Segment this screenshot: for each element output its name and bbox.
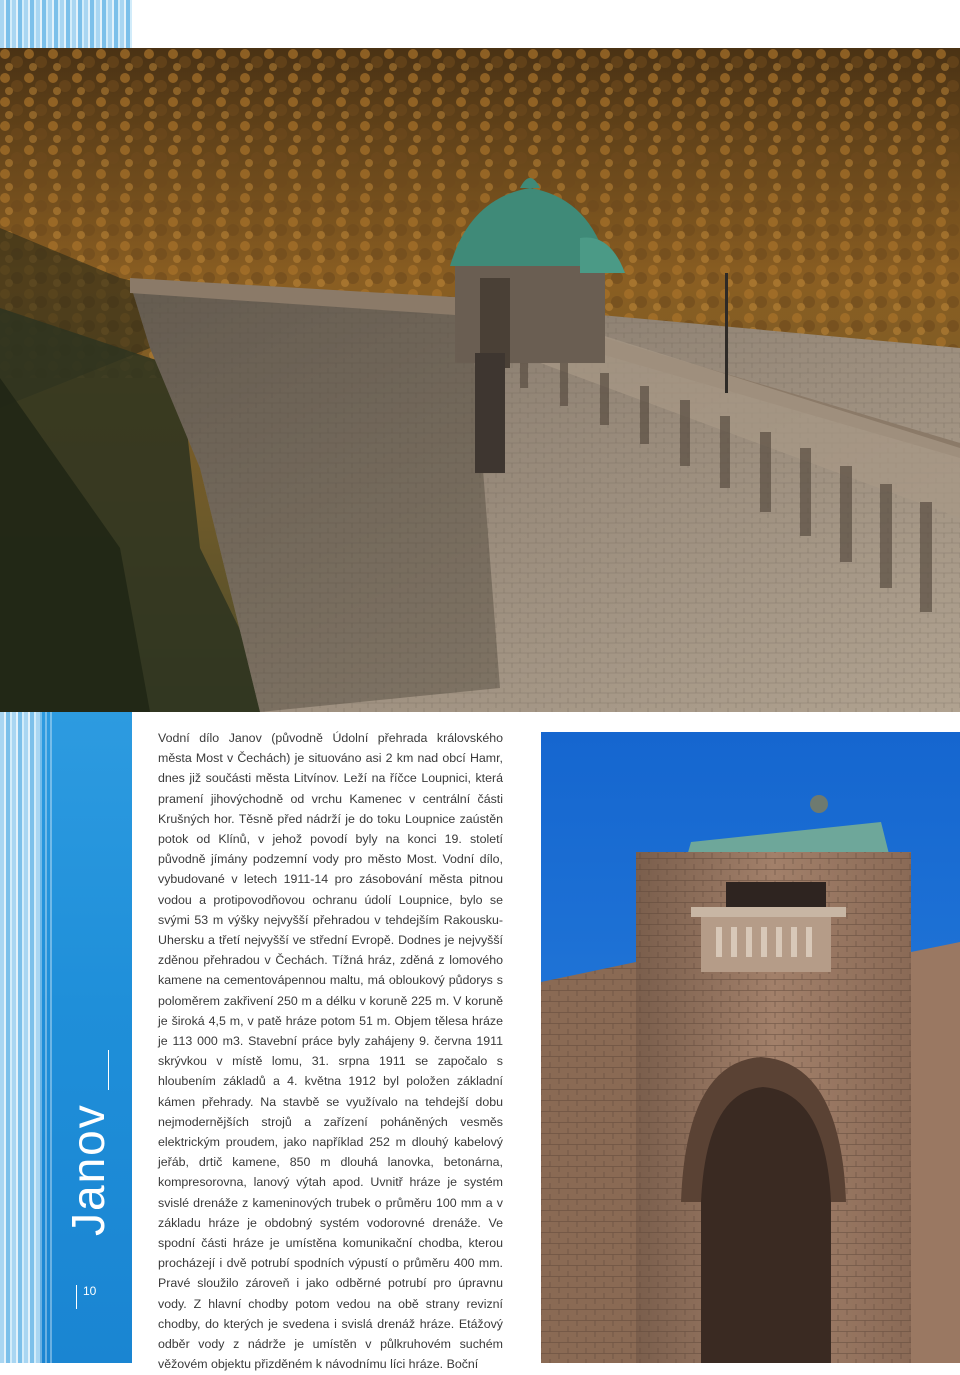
section-title: Janov (62, 1103, 114, 1236)
page-number-divider (76, 1285, 77, 1309)
tower-photo-illustration (541, 732, 960, 1363)
title-divider (108, 1050, 109, 1090)
dam-photo-illustration (0, 48, 960, 712)
page-number: 10 (83, 1284, 97, 1298)
article-body: Vodní dílo Janov (původně Údolní přehrada královského města Most v Čechách) je situováno asi 2 km nad obcí Hamr, dnes již součásti města Litvínov. Leží na říčce Loupnici, která pramení jihovýchodně od vrchu Kamenec v centrální části Krušných hor. Těsně před nádrží je do toku Loupnice zaústěn potok od Klínů, v jehož povodí byly na konci 19. století původně jímány podzemní vody pro město Most. Vodní dílo, vybudované v letech 1911-14 pro zásobování města pitnou vodou a protipovodňovou ochranu údolí Loupnice, bylo se svými 53 m výšky nejvyšší přehradou v tehdejším Rakousku-Uhersku a třetí nejvyšší ve střední Evropě. Dodnes je nejvyšší zděnou přehradou v Čechách. Tížná hráz, zděná z lomového kamene na cementovápennou maltu, má obloukový půdorys s poloměrem zakřivení 250 m a délku v koruně 225 m. V koruně je široká 4,5 m, v patě hráze potom 51 m. Objem tělesa hráze je 113 000 m3. Stavební práce byly zahájeny 9. června 1911 skrývkou v místě lomu, 31. srpna 1911 se započalo s hloubením základů a 4. května 1912 byl položen základní kámen přehrady. Na stavbě se využívalo na tehdejší dobu nejmodernějších strojů a zařízení poháněných vesměs elektrickým proudem, jako například 252 m dlouhý kabelový jeřáb, drtič kamene, 850 m dlouhá lanovka, betonárna, kompresorovna, lanový výtah apod. Uvnitř hráze je systém svislé drenáže z kameninových trubek o průměru 100 mm a v základu hráze je obdobný systém vodorovné drenáže. Ve spodní části hráze je umístěna komunikační chodba, kterou procházejí i dvě potrubí spodních výpustí o průměru 400 mm. Pravé sloužilo zároveň i jako odběrné potrubí pro úpravnu vody. Z hlavní chodby potom vedou na obě strany revizní chodby, do kterých je svedena i svislá drenáž hráze. Etážový odběr vody z nádrže je umístěn v půlkruhovém suchém věžovém objektu přizděném k návodnímu líci hráze. Boční (158, 731, 503, 1372)
dam-photo (0, 48, 960, 712)
tower-photo (541, 732, 960, 1363)
